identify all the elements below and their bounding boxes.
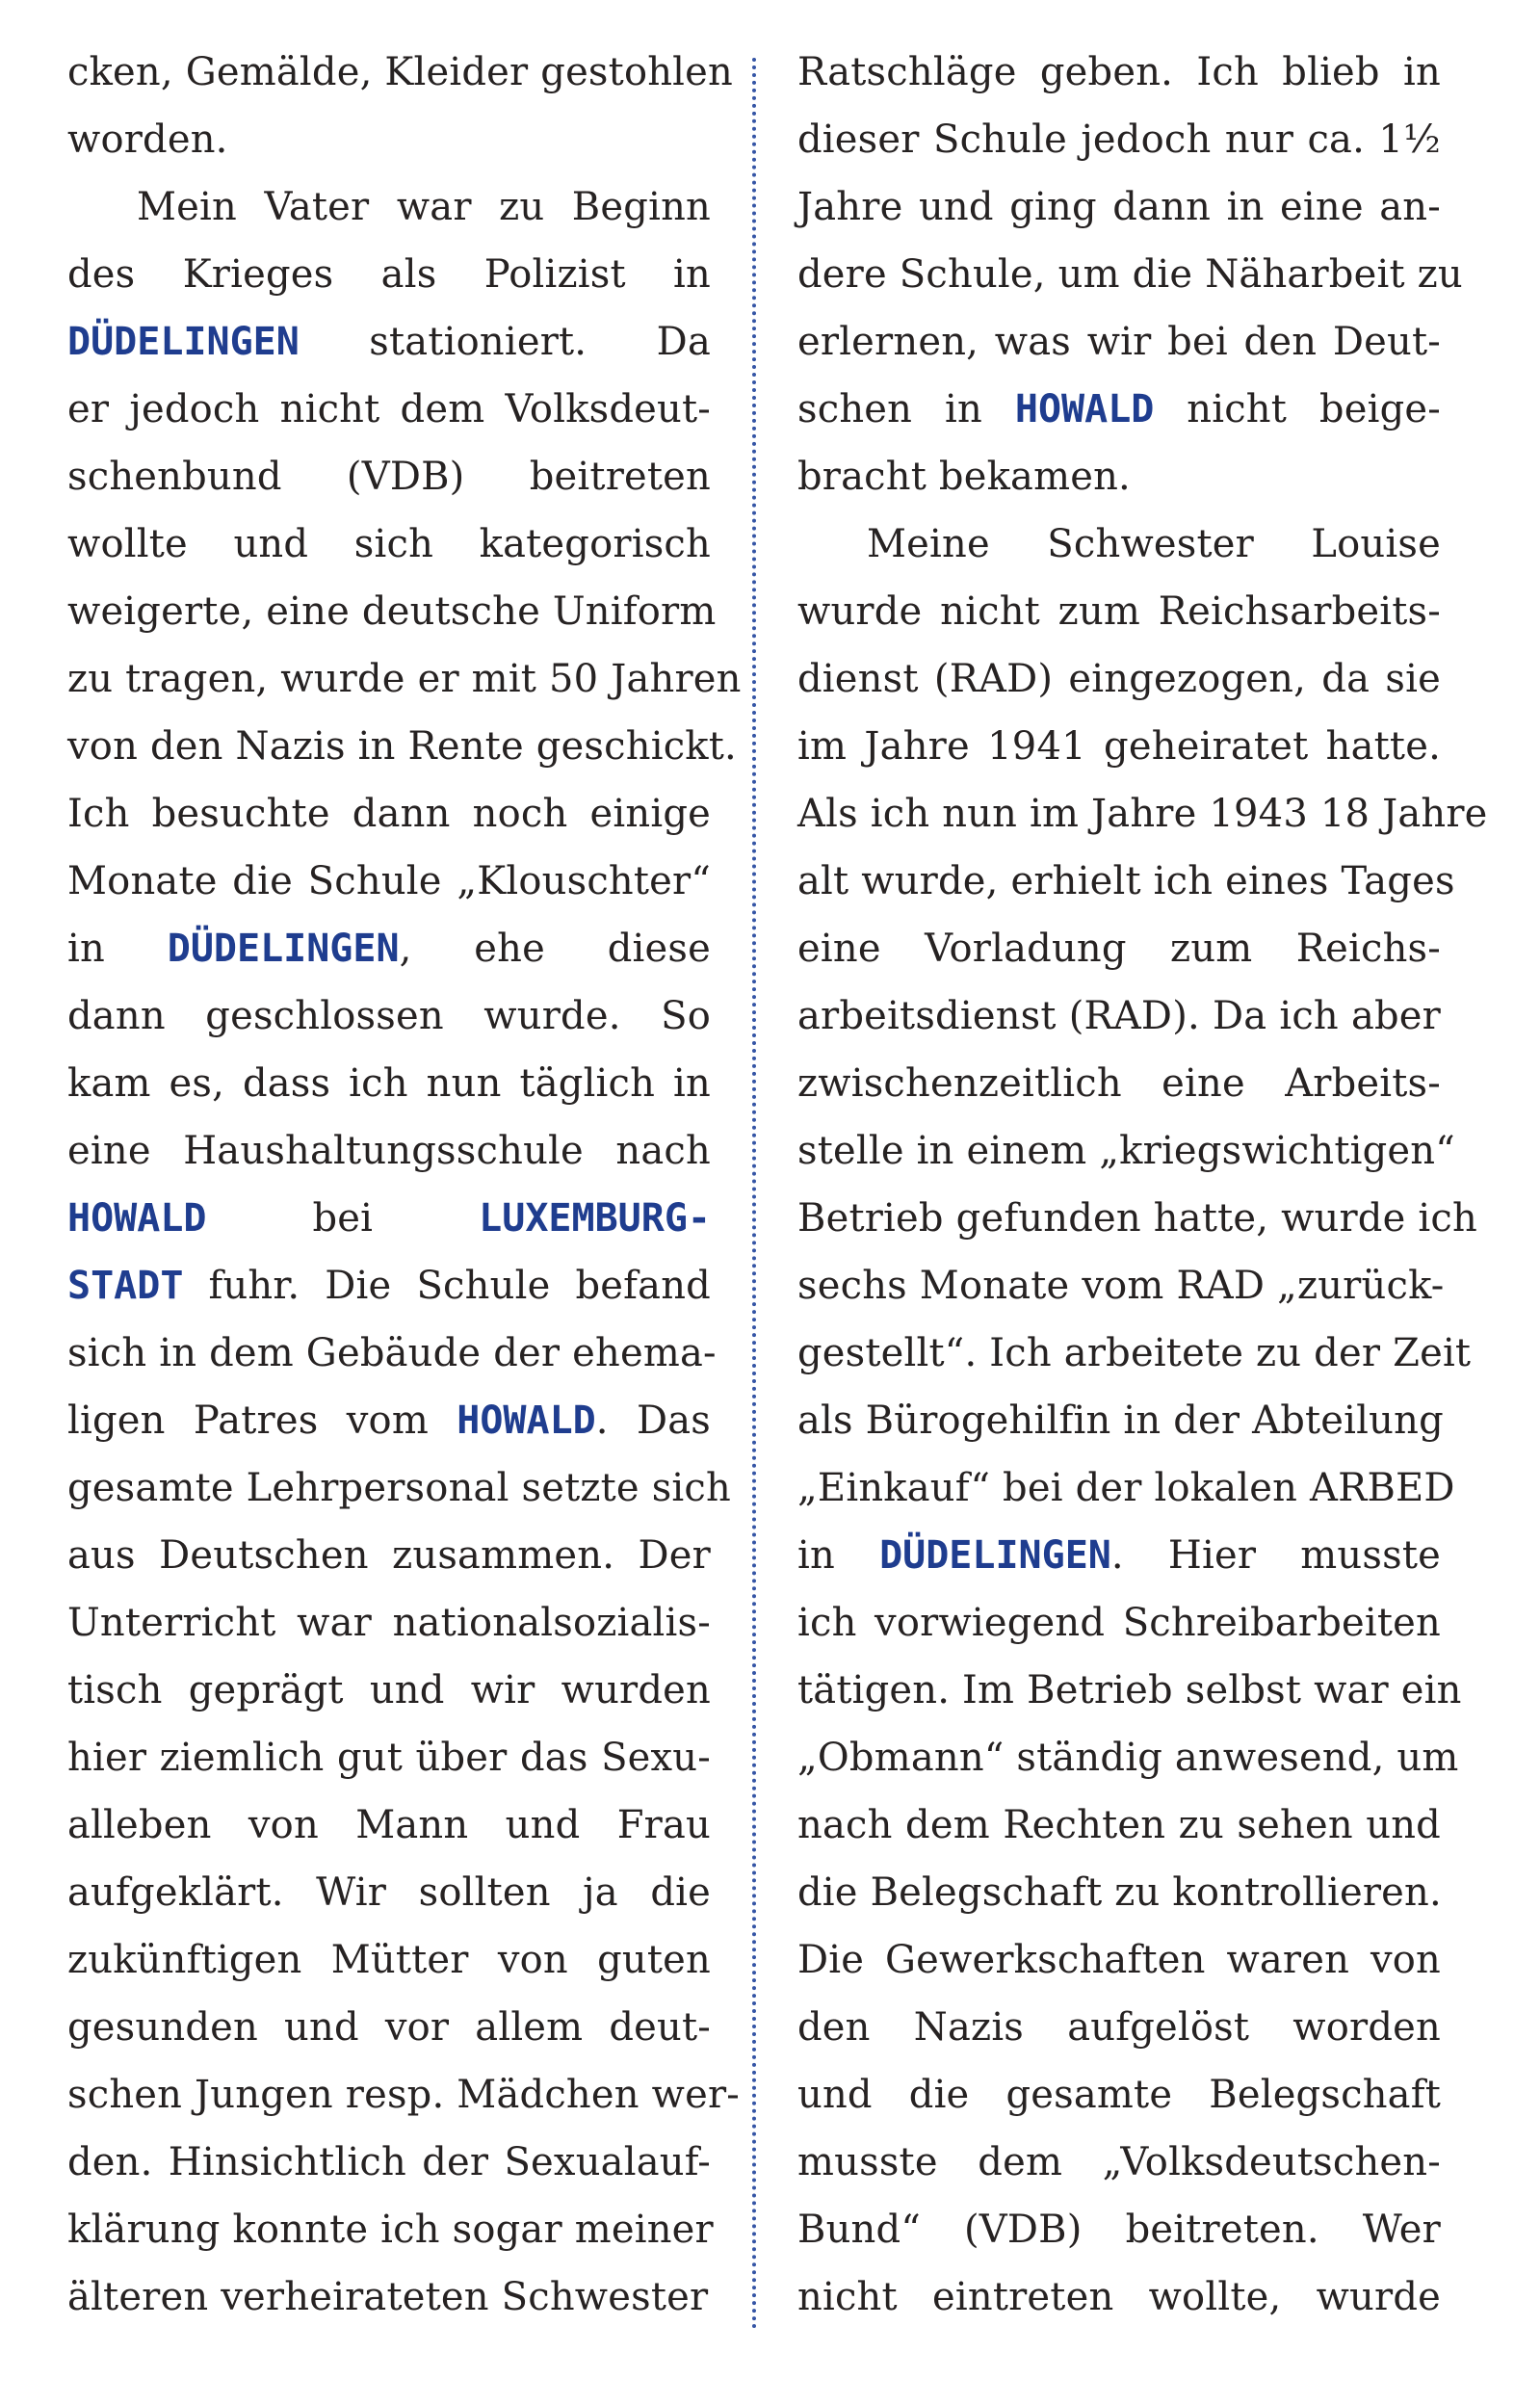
place-name: DÜDELINGEN <box>879 1533 1111 1578</box>
text-line <box>67 1859 711 1926</box>
text-run: kam es, dass ich nun täglich in <box>67 1061 711 1106</box>
text-line <box>797 1859 1441 1926</box>
text-run: Bund“ (VDB) beitreten. Wer <box>797 2208 1441 2252</box>
text-run: alt wurde, erhielt ich eines Tages <box>797 859 1455 903</box>
right-text-column <box>797 39 1488 2331</box>
text-run: nicht eintreten wollte, wurde <box>797 2275 1441 2319</box>
text-line <box>67 1994 711 2061</box>
place-name: DÜDELINGEN <box>167 927 400 971</box>
text-run: tisch geprägt und wir wurden <box>67 1668 711 1712</box>
text-run: Ich besuchte dann noch einige <box>67 792 711 836</box>
text-run: gestellt“. Ich arbeitete zu der Zeit <box>797 1331 1472 1375</box>
text-run: im Jahre 1941 geheiratet hatte. <box>797 724 1441 769</box>
text-line <box>67 1387 711 1454</box>
text-run: dann geschlossen wurde. So <box>67 994 711 1038</box>
text-run: den. Hinsichtlich der Sexualauf- <box>67 2140 711 2184</box>
text-line <box>67 241 711 308</box>
text-run: , ehe diese <box>399 927 711 971</box>
text-run: nicht beige- <box>1154 387 1441 431</box>
text-run: „Obmann“ ständig anwesend, um <box>797 1736 1459 1780</box>
text-run: zukünftigen Mütter von guten <box>67 1938 711 1982</box>
text-run: als Bürogehilfin in der Abteilung <box>797 1399 1444 1443</box>
text-run: in <box>67 927 168 971</box>
text-line <box>797 39 1441 106</box>
text-line <box>67 308 711 376</box>
text-line <box>67 1589 711 1657</box>
text-run: und die gesamte Belegschaft <box>797 2073 1441 2117</box>
text-run: bei <box>206 1196 480 1241</box>
text-line <box>67 106 711 173</box>
text-run: zwischenzeitlich eine Arbeits- <box>797 1061 1441 1106</box>
text-line <box>797 106 1441 173</box>
text-line <box>797 308 1441 376</box>
text-run: arbeitsdienst (RAD). Da ich aber <box>797 994 1441 1038</box>
text-line <box>797 1185 1477 1252</box>
text-run: sechs Monate vom RAD „zurück- <box>797 1264 1445 1308</box>
place-name: HOWALD <box>1014 387 1155 431</box>
text-line <box>67 982 711 1050</box>
text-run: fuhr. Die Schule befand <box>183 1264 711 1308</box>
text-line <box>67 1724 711 1791</box>
text-line <box>797 510 1441 578</box>
text-run: ligen Patres vom <box>67 1399 457 1443</box>
text-line <box>67 2061 740 2129</box>
text-run: aufgeklärt. Wir sollten ja die <box>67 1870 711 1915</box>
text-run: stationiert. Da <box>299 320 711 364</box>
text-run: nach dem Rechten zu sehen und <box>797 1803 1441 1847</box>
text-line <box>797 2263 1441 2331</box>
text-line <box>67 1252 711 1320</box>
text-run: Als ich nun im Jahre 1943 18 Jahre <box>797 792 1488 836</box>
place-name: LUXEMBURG- <box>479 1196 711 1241</box>
text-run: schen Jungen resp. Mädchen wer- <box>67 2073 740 2117</box>
text-line <box>797 2129 1441 2196</box>
text-line <box>797 1252 1445 1320</box>
text-run: dienst (RAD) eingezogen, da sie <box>797 657 1441 701</box>
text-line <box>67 1926 711 1994</box>
text-run: Ratschläge geben. Ich blieb in <box>797 50 1441 94</box>
text-run: . Hier musste <box>1110 1533 1441 1578</box>
text-line <box>797 1387 1444 1454</box>
text-line <box>797 1589 1441 1657</box>
text-run: gesamte Lehrpersonal setzte sich <box>67 1466 731 1510</box>
text-line <box>797 1050 1441 1117</box>
text-line <box>797 1926 1441 1994</box>
text-line <box>67 578 717 645</box>
place-name: DÜDELINGEN <box>67 320 300 364</box>
text-run: Meine Schwester Louise <box>867 522 1441 566</box>
text-line <box>797 1454 1455 1522</box>
text-line <box>797 645 1441 713</box>
text-line <box>797 713 1441 780</box>
text-line <box>797 1791 1441 1859</box>
text-run: gesunden und vor allem deut- <box>67 2005 711 2050</box>
text-run: er jedoch nicht dem Volksdeut- <box>67 387 711 431</box>
text-line <box>67 2263 711 2331</box>
text-run: klärung konnte ich sogar meiner <box>67 2208 714 2252</box>
text-run: älteren verheirateten Schwester <box>67 2275 709 2319</box>
text-line <box>797 173 1441 241</box>
column-divider <box>752 58 756 2331</box>
text-run: des Krieges als Polizist in <box>67 252 711 297</box>
text-line <box>67 713 737 780</box>
text-line <box>797 376 1441 443</box>
text-line <box>67 780 711 848</box>
text-line <box>67 1050 711 1117</box>
text-line <box>797 578 1441 645</box>
text-run: eine Haushaltungsschule nach <box>67 1129 711 1173</box>
text-run: schen in <box>797 387 1015 431</box>
text-line <box>797 780 1488 848</box>
text-run: schenbund (VDB) beitreten <box>67 455 711 499</box>
text-run: sich in dem Gebäude der ehema- <box>67 1331 717 1375</box>
place-name: HOWALD <box>457 1399 596 1443</box>
text-run: cken, Gemälde, Kleider gestohlen <box>67 50 734 94</box>
text-run: „Einkauf“ bei der lokalen ARBED <box>797 1466 1455 1510</box>
text-run: Unterricht war nationalsozialis- <box>67 1601 711 1645</box>
text-line <box>67 1117 711 1185</box>
text-line <box>797 1994 1441 2061</box>
text-line <box>67 1185 711 1252</box>
text-line <box>67 2129 711 2196</box>
text-run: musste dem „Volksdeutschen- <box>797 2140 1441 2184</box>
text-run: wollte und sich kategorisch <box>67 522 711 566</box>
text-line <box>797 2061 1441 2129</box>
text-line <box>797 848 1455 915</box>
text-run: weigerte, eine deutsche Uniform <box>67 589 717 634</box>
text-line <box>67 39 734 106</box>
text-line <box>797 1657 1462 1724</box>
text-run: Betrieb gefunden hatte, wurde ich <box>797 1196 1477 1241</box>
place-name: HOWALD <box>67 1196 207 1241</box>
text-run: eine Vorladung zum Reichs- <box>797 927 1441 971</box>
text-line <box>67 1522 711 1589</box>
text-line <box>67 376 711 443</box>
text-line <box>797 2196 1441 2263</box>
text-line <box>67 510 711 578</box>
text-run: erlernen, was wir bei den Deut- <box>797 320 1441 364</box>
text-line <box>797 443 1441 510</box>
text-run: tätigen. Im Betrieb selbst war ein <box>797 1668 1462 1712</box>
text-run: stelle in einem „kriegswichtigen“ <box>797 1129 1455 1173</box>
text-line <box>797 241 1463 308</box>
text-line <box>67 1320 717 1387</box>
text-run: ich vorwiegend Schreibarbeiten <box>797 1601 1441 1645</box>
text-line <box>797 1117 1455 1185</box>
text-line <box>67 173 711 241</box>
text-line <box>67 915 711 982</box>
text-run: den Nazis aufgelöst worden <box>797 2005 1441 2050</box>
text-run: Monate die Schule „Klouschter“ <box>67 859 711 903</box>
text-run: Mein Vater war zu Beginn <box>137 185 711 229</box>
text-run: wurde nicht zum Reichsarbeits- <box>797 589 1441 634</box>
text-run: zu tragen, wurde er mit 50 Jahren <box>67 657 742 701</box>
text-line <box>67 848 711 915</box>
text-run: die Belegschaft zu kontrollieren. <box>797 1870 1442 1915</box>
text-line <box>797 982 1441 1050</box>
text-run: alleben von Mann und Frau <box>67 1803 711 1847</box>
text-line <box>67 2196 714 2263</box>
text-run: . Das <box>595 1399 712 1443</box>
text-line <box>67 1657 711 1724</box>
text-run: dieser Schule jedoch nur ca. 1½ <box>797 118 1441 162</box>
text-run: dere Schule, um die Näharbeit zu <box>797 252 1463 297</box>
text-run: Die Gewerkschaften waren von <box>797 1938 1441 1982</box>
text-run: von den Nazis in Rente geschickt. <box>67 724 737 769</box>
text-run: Jahre und ging dann in eine an- <box>797 185 1441 229</box>
text-run: worden. <box>67 118 228 162</box>
text-line <box>797 915 1441 982</box>
text-line <box>797 1320 1472 1387</box>
text-run: hier ziemlich gut über das Sexu- <box>67 1736 711 1780</box>
text-line <box>67 645 742 713</box>
text-line <box>797 1724 1459 1791</box>
text-run: bracht bekamen. <box>797 455 1131 499</box>
text-line <box>67 1791 711 1859</box>
text-run: aus Deutschen zusammen. Der <box>67 1533 711 1578</box>
place-name: STADT <box>67 1264 184 1308</box>
text-line <box>67 443 711 510</box>
text-run: in <box>797 1533 880 1578</box>
text-line <box>797 1522 1441 1589</box>
text-line <box>67 1454 731 1522</box>
left-text-column <box>67 39 742 2331</box>
